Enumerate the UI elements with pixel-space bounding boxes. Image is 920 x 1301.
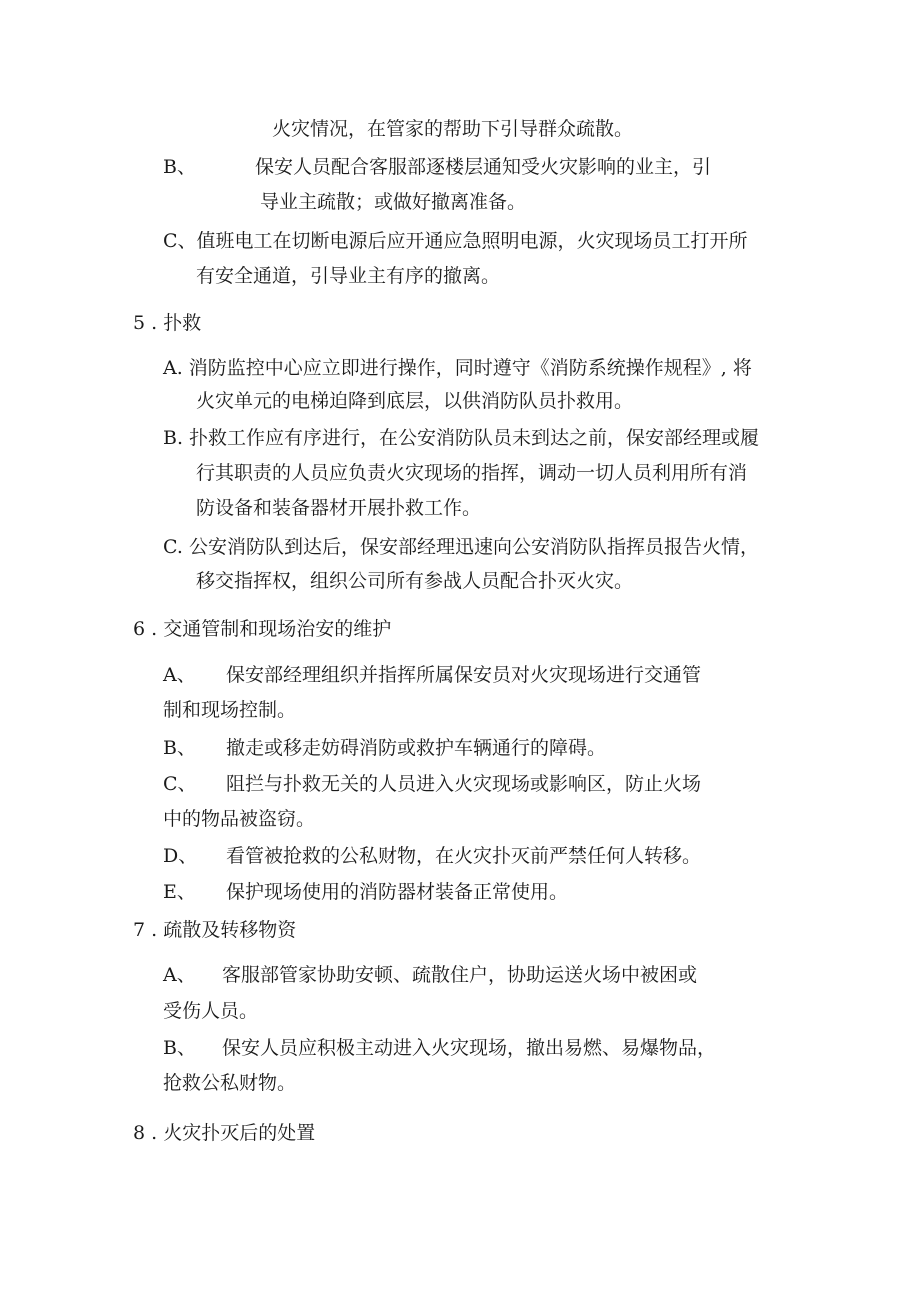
list-text: 阻拦与扑救无关的人员进入火灾现场或影响区，防止火场 bbox=[226, 773, 702, 795]
list-text: 保护现场使用的消防器材装备正常使用。 bbox=[226, 881, 569, 903]
paragraph-line: 火灾单元的电梯迫降到底层，以供消防队员扑救用。 bbox=[196, 390, 634, 412]
list-text: 撤走或移走妨碍消防或救护车辆通行的障碍。 bbox=[226, 737, 607, 759]
list-item-c bbox=[163, 771, 701, 797]
list-item-b bbox=[163, 1035, 716, 1061]
paragraph-line: 有安全通道，引导业主有序的撤离。 bbox=[196, 265, 501, 287]
list-marker: C、 bbox=[163, 773, 197, 795]
section-heading-6: 6 . 交通管制和现场治安的维护 bbox=[133, 618, 392, 640]
list-item-b bbox=[163, 735, 606, 761]
list-item-a: A. 消防监控中心应立即进行操作，同时遵守《消防系统操作规程》, 将 bbox=[163, 357, 752, 379]
paragraph-line: 火灾情况，在管家的帮助下引导群众疏散。 bbox=[272, 118, 634, 140]
list-item-c: C. 公安消防队到达后，保安部经理迅速向公安消防队指挥员报告火情， bbox=[163, 536, 759, 558]
list-marker: A、 bbox=[163, 664, 196, 686]
list-text: 看管被抢救的公私财物，在火灾扑灭前严禁任何人转移。 bbox=[226, 845, 702, 867]
list-marker: A、 bbox=[163, 964, 196, 986]
list-marker: E、 bbox=[163, 881, 196, 903]
paragraph-line: 中的物品被盗窃。 bbox=[163, 808, 316, 830]
list-item-c: C、值班电工在切断电源后应开通应急照明电源，火灾现场员工打开所 bbox=[163, 230, 748, 252]
paragraph-line: 移交指挥权，组织公司所有参战人员配合扑灭火灾。 bbox=[196, 570, 634, 592]
section-heading-5: 5 . 扑救 bbox=[133, 312, 202, 334]
list-item-a bbox=[163, 962, 697, 988]
paragraph-line: 制和现场控制。 bbox=[163, 699, 297, 721]
paragraph-line: 受伤人员。 bbox=[163, 1000, 259, 1022]
section-heading-7: 7 . 疏散及转移物资 bbox=[133, 919, 297, 941]
paragraph-line: 防设备和装备器材开展扑救工作。 bbox=[196, 497, 482, 519]
list-text: 保安部经理组织并指挥所属保安员对火灾现场进行交通管 bbox=[226, 664, 702, 686]
list-item-d bbox=[163, 843, 701, 869]
list-item-b bbox=[163, 154, 711, 180]
list-marker: B、 bbox=[163, 737, 196, 759]
list-marker: D、 bbox=[163, 845, 198, 867]
paragraph-line: 行其职责的人员应负责火灾现场的指挥，调动一切人员利用所有消 bbox=[196, 462, 748, 484]
list-item-b: B. 扑救工作应有序进行，在公安消防队员未到达之前，保安部经理或履 bbox=[163, 427, 760, 449]
list-marker: B、 bbox=[163, 156, 196, 178]
list-marker: B、 bbox=[163, 1037, 196, 1059]
list-text: 保安人员配合客服部逐楼层通知受火灾影响的业主，引 bbox=[255, 156, 712, 178]
list-text: 客服部管家协助安顿、疏散住户，协助运送火场中被困或 bbox=[222, 964, 698, 986]
list-text: 保安人员应积极主动进入火灾现场，撤出易燃、易爆物品， bbox=[222, 1037, 717, 1059]
list-item-e bbox=[163, 879, 568, 905]
paragraph-line: 导业主疏散；或做好撤离准备。 bbox=[260, 191, 527, 213]
list-item-a bbox=[163, 662, 701, 688]
section-heading-8: 8 . 火灾扑灭后的处置 bbox=[133, 1122, 316, 1144]
paragraph-line: 抢救公私财物。 bbox=[163, 1072, 297, 1094]
